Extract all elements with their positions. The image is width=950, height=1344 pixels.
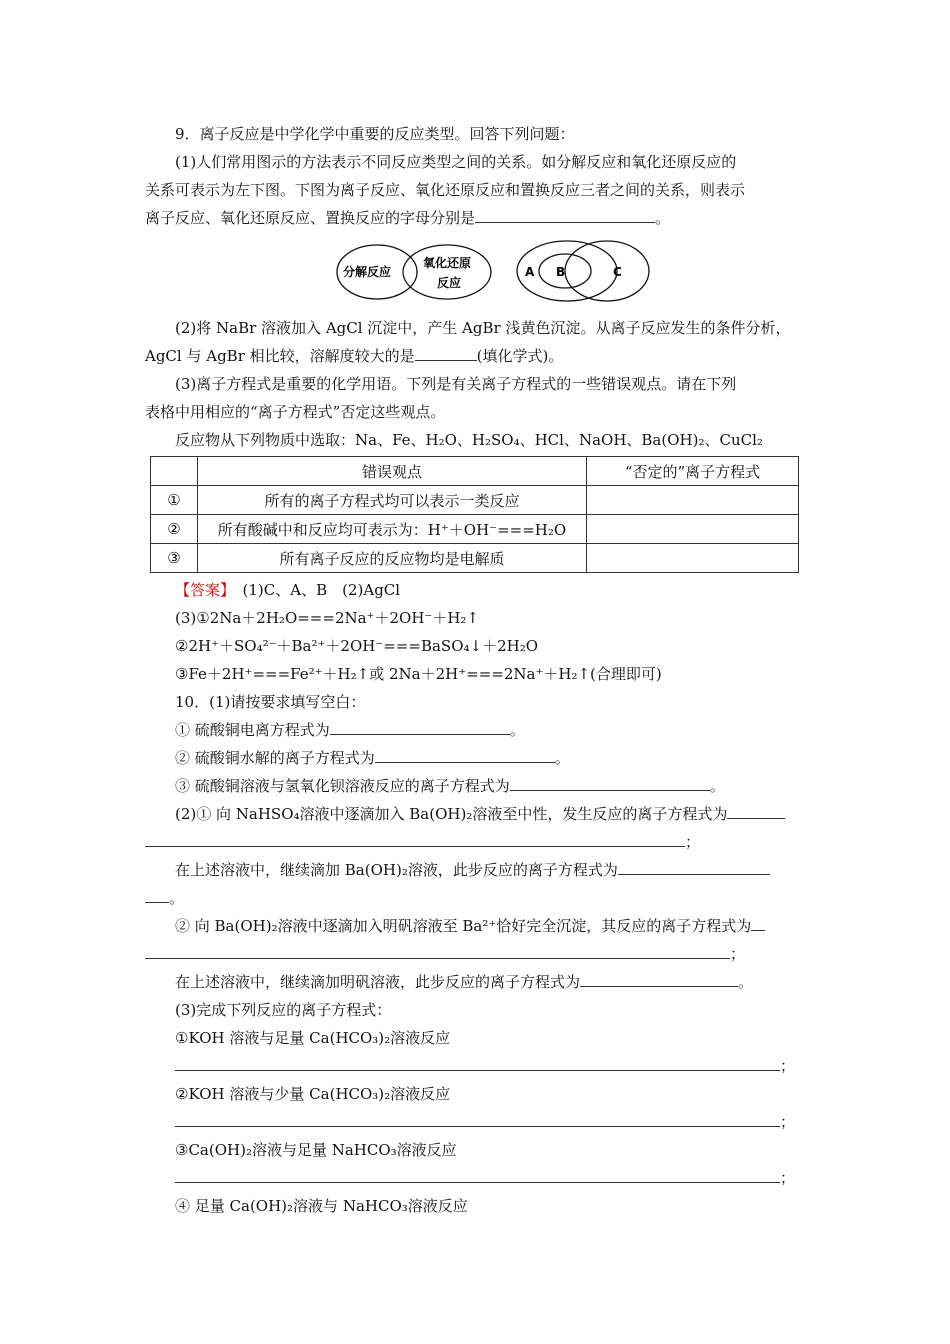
decomposition-label: 分解反应 — [343, 265, 392, 279]
period: 。 — [709, 777, 725, 795]
row-text: 所有的离子方程式均可以表示一类反应 — [198, 486, 587, 515]
answer-line-1 — [175, 580, 400, 600]
q10-c1: ①KOH 溶液与足量 Ca(HCO₃)₂溶液反应 — [175, 1029, 451, 1047]
q10-b1c-text: 在上述溶液中，继续滴加 Ba(OH)₂溶液，此步反应的离子方程式为 — [175, 861, 618, 879]
table-row — [151, 544, 799, 573]
q10-c4: ④ 足量 Ca(OH)₂溶液与 NaHCO₃溶液反应 — [175, 1197, 468, 1215]
error-views-table — [150, 456, 799, 573]
answer-blank[interactable] — [145, 832, 685, 847]
q10-b1-cont — [145, 832, 700, 852]
q10-b1c-cont — [145, 888, 184, 908]
answer-blank[interactable] — [145, 944, 730, 959]
q10-title: 10．(1)请按要求填写空白： — [175, 693, 366, 711]
q10-b1c — [175, 860, 770, 880]
q10-b2-cont — [145, 944, 745, 964]
answer-3a: (3)①2Na＋2H₂O===2Na⁺＋2OH⁻＋H₂↑ — [175, 609, 479, 627]
q10-b1 — [175, 804, 785, 824]
table-row — [151, 486, 799, 515]
row-number: ③ — [151, 544, 198, 573]
row-text: 所有酸碱中和反应均可表示为：H⁺＋OH⁻===H₂O — [198, 515, 587, 544]
answer-blank[interactable] — [175, 1056, 780, 1071]
answer-blank[interactable] — [175, 1168, 780, 1183]
q10-b2-text: ② 向 Ba(OH)₂溶液中逐滴加入明矾溶液至 Ba²⁺恰好完全沉淀，其反应的离子方程式为 — [175, 917, 752, 935]
answer-blank[interactable] — [330, 720, 510, 735]
answer-3c: ③Fe＋2H⁺===Fe²⁺＋H₂↑或 2Na＋2H⁺===2Na⁺＋H₂↑(合理即可) — [175, 665, 662, 683]
label-a: A — [525, 265, 535, 279]
q9-p1-line3-text: 离子反应、氧化还原反应、置换反应的字母分别是 — [145, 209, 476, 227]
answer-cell[interactable] — [587, 544, 799, 573]
period: 。 — [554, 749, 570, 767]
q9-p1-line2: 关系可表示为左下图。下图为离子反应、氧化还原反应和置换反应三者之间的关系，则表示 — [145, 181, 746, 199]
answer-3b: ②2H⁺＋SO₄²⁻＋Ba²⁺＋2OH⁻===BaSO₄↓＋2H₂O — [175, 637, 539, 655]
semicolon: ； — [780, 1057, 796, 1075]
semicolon: ； — [780, 1113, 796, 1131]
period: 。 — [509, 721, 525, 739]
redox-ellipse — [403, 245, 491, 299]
q10-c2: ②KOH 溶液与少量 Ca(HCO₃)₂溶液反应 — [175, 1085, 451, 1103]
answer-blank[interactable] — [510, 776, 710, 791]
q9-p2-line2-text: AgCl 与 AgBr 相比较，溶解度较大的是 — [145, 347, 415, 365]
q9-p3-line1: (3)离子方程式是重要的化学用语。下列是有关离子方程式的一些错误观点。请在下列 — [175, 375, 737, 393]
semicolon: ； — [685, 833, 701, 851]
q9-p3-line3: 反应物从下列物质中选取：Na、Fe、H₂O、H₂SO₄、HCl、NaOH、Ba(OH)₂、CuCl₂ — [175, 431, 763, 449]
header-negating-equation: “否定的”离子方程式 — [587, 457, 799, 486]
answer-1: (1)C、A、B (2)AgCl — [242, 581, 401, 599]
table-header-row — [151, 457, 799, 486]
q10-c3: ③Ca(OH)₂溶液与足量 NaHCO₃溶液反应 — [175, 1141, 457, 1159]
answer-cell[interactable] — [587, 515, 799, 544]
table-row — [151, 515, 799, 544]
label-b: B — [556, 265, 566, 279]
q9-p1-line1: (1)人们常用图示的方法表示不同反应类型之间的关系。如分解反应和氧化还原反应的 — [175, 153, 737, 171]
q10-a3 — [175, 776, 725, 796]
redox-label-2: 反应 — [437, 276, 462, 290]
label-c: C — [613, 265, 622, 279]
period: 。 — [169, 889, 185, 907]
answer-cell[interactable] — [587, 486, 799, 515]
q9-p3-line2: 表格中用相应的“离子方程式”否定这些观点。 — [145, 403, 446, 421]
answer-blank[interactable] — [618, 860, 770, 875]
q10-b2c — [175, 972, 753, 992]
q10-b1-text: (2)① 向 NaHSO₄溶液中逐滴加入 Ba(OH)₂溶液至中性，发生反应的离子方程式为 — [175, 805, 728, 823]
answer-blank[interactable] — [751, 916, 765, 931]
q9-title: 9．离子反应是中学化学中重要的反应类型。回答下列问题： — [175, 125, 575, 143]
q10-a1-text: ① 硫酸铜电离方程式为 — [175, 721, 330, 739]
q10-c1-blank — [175, 1056, 795, 1076]
period: 。 — [655, 209, 671, 227]
answer-blank[interactable] — [475, 208, 655, 223]
q9-p2-line2 — [145, 346, 563, 366]
q10-a3-text: ③ 硫酸铜溶液与氢氧化钡溶液反应的离子方程式为 — [175, 777, 510, 795]
answer-blank[interactable] — [727, 804, 785, 819]
q10-b2 — [175, 916, 765, 936]
period: 。 — [738, 973, 754, 991]
row-number: ② — [151, 515, 198, 544]
q9-p1-line3 — [145, 208, 670, 228]
row-number: ① — [151, 486, 198, 515]
ellipse-c — [565, 241, 649, 301]
answer-blank[interactable] — [415, 346, 477, 361]
answer-label: 【答案】 — [175, 581, 228, 599]
q9-p2-line2-end: (填化学式)。 — [476, 347, 564, 365]
reaction-type-diagram — [335, 240, 655, 305]
q10-c3-blank — [175, 1168, 795, 1188]
q10-b2c-text: 在上述溶液中，继续滴加明矾溶液，此步反应的离子方程式为 — [175, 973, 581, 991]
q10-c0: (3)完成下列反应的离子方程式： — [175, 1001, 392, 1019]
q9-p2-line1: (2)将 NaBr 溶液加入 AgCl 沉淀中，产生 AgBr 浅黄色沉淀。从离子反应发生的条件分析， — [175, 319, 791, 337]
q10-a1 — [175, 720, 525, 740]
answer-blank[interactable] — [375, 748, 555, 763]
header-error-view: 错误观点 — [198, 457, 587, 486]
answer-blank[interactable] — [580, 972, 738, 987]
q10-a2 — [175, 748, 570, 768]
semicolon: ； — [780, 1169, 796, 1187]
semicolon: ； — [730, 945, 746, 963]
q10-c2-blank — [175, 1112, 795, 1132]
row-text: 所有离子反应的反应物均是电解质 — [198, 544, 587, 573]
answer-blank[interactable] — [175, 1112, 780, 1127]
answer-blank[interactable] — [145, 888, 169, 903]
q10-a2-text: ② 硫酸铜水解的离子方程式为 — [175, 749, 375, 767]
redox-label-1: 氧化还原 — [423, 256, 472, 270]
